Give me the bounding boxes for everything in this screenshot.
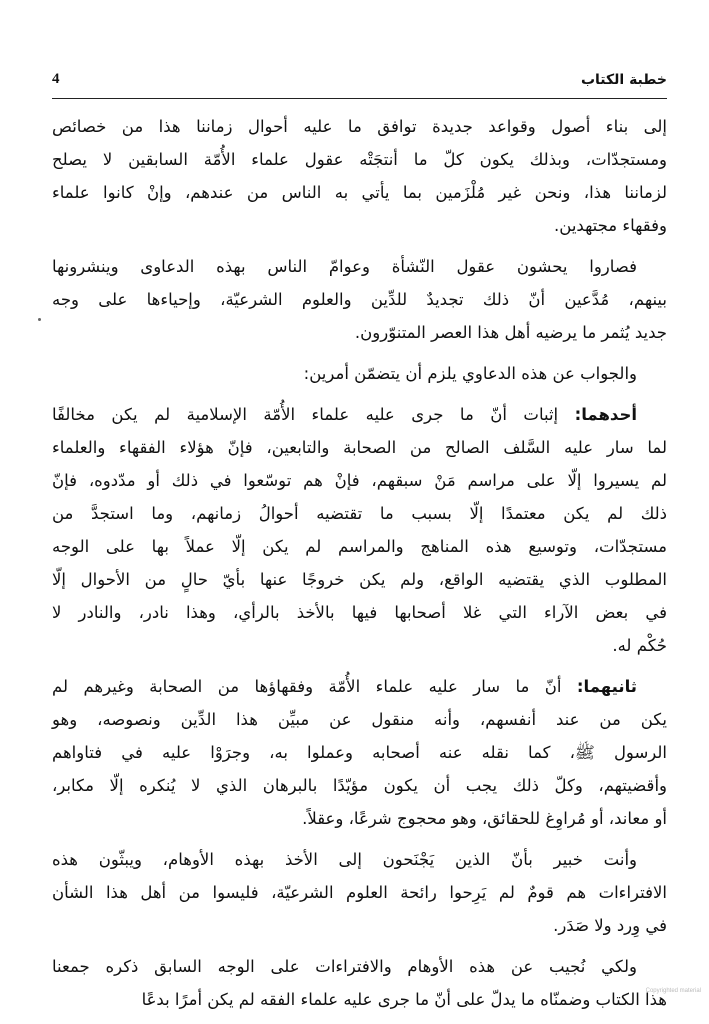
line-text: لزماننا هذا، ونحن غير مُلْزَمين بما يأتي به الناس من عندهم، وإنْ كانوا علماء (52, 183, 667, 202)
text-line (52, 250, 667, 283)
text-line (52, 670, 667, 703)
copyright-watermark: Copyrighted material (645, 988, 701, 994)
text-line (52, 802, 667, 835)
line-text: فصاروا يحشون عقول النّشأة وعوامّ الناس بهذه الدعاوى وينشرونها (52, 257, 637, 276)
text-line (52, 110, 667, 143)
line-text: الافتراءات هم قومٌ لم يَرِحوا رائحة العلوم الشرعيّة، فليسوا من أهل هذا الشأن (52, 883, 667, 902)
text-line (52, 357, 667, 390)
line-text: في وِرد ولا صَدَر. (553, 916, 667, 935)
line-text: ذلك لم يكن معتمدًا إلّا بسبب ما تقتضيه أحوالُ زمانهم، وما استجدَّ من (52, 504, 667, 523)
page-body (52, 110, 667, 1024)
paragraph (52, 843, 667, 942)
text-line (52, 736, 667, 769)
paragraph (52, 250, 667, 349)
line-text: بينهم، مُدَّعين أنّ ذلك تجديدٌ للدِّين والعلوم الشرعيّة، وإحياءها على وجه (52, 290, 667, 309)
text-line (52, 876, 667, 909)
text-line (52, 530, 667, 563)
text-line (52, 596, 667, 629)
line-text: يكن من عند أنفسهم، وأنه منقول عن مبيِّن هذا الدِّين ونصوصه، وهو (52, 710, 667, 729)
text-line (52, 950, 667, 983)
line-text: أنّ ما سار عليه علماء الأُمّة وفقهاؤها من الصحابة وغيرهم لم (52, 677, 577, 696)
paragraph (52, 110, 667, 242)
paragraph (52, 357, 667, 390)
line-text: وفقهاء مجتهدين. (554, 216, 667, 235)
text-line (52, 283, 667, 316)
page-number: 4 (52, 71, 60, 87)
text-line (52, 843, 667, 876)
line-text: هذا الكتاب وضمنّاه ما يدلّ على أنّ ما جرى عليه علماء الفقه لم يكن أمرًا بدعًا (141, 990, 667, 1009)
page-header (52, 68, 667, 99)
line-text: وأنت خبير بأنّ الذين يَجْنَحون إلى الأخذ بهذه الأوهام، ويبثّون هذه (52, 850, 637, 869)
line-text: أو معاند، أو مُراوِغ للحقائق، وهو محجوج شرعًا، وعقلاً. (302, 809, 667, 828)
line-text: ومستجدّات، وبذلك يكون كلّ ما أنتجَتْه عقول علماء الأُمّة السابقين لا يصلح (52, 150, 667, 169)
line-text: جديد يُثمر ما يرضيه أهل هذا العصر المتنوّرون. (354, 323, 667, 342)
line-text: في بعض الآراء التي غلا أصحابها فيها بالأخذ بالرأي، وهذا نادر، والنادر لا (52, 603, 667, 622)
text-line (52, 703, 667, 736)
margin-mark (38, 318, 41, 321)
text-line (52, 769, 667, 802)
text-line (52, 431, 667, 464)
paragraph (52, 950, 667, 1016)
lead-term: ثانيهما: (576, 677, 637, 696)
text-line (52, 316, 667, 349)
paragraph (52, 670, 667, 835)
text-line (52, 629, 667, 662)
text-line (52, 398, 667, 431)
text-line (52, 563, 667, 596)
line-text: مستجدّات، وتوسيع هذه المناهج والمراسم لم يكن إلّا عملاً بها على الوجه (52, 537, 667, 556)
text-line (52, 143, 667, 176)
text-line (52, 209, 667, 242)
line-text: لما سار عليه السَّلف الصالح من الصحابة والتابعين، فإنّ هؤلاء الفقهاء والعلماء (52, 438, 667, 457)
line-text: حُكْم له. (612, 636, 667, 655)
line-text: والجواب عن هذه الدعاوي يلزم أن يتضمّن أمرين: (303, 364, 637, 383)
line-text: ولكي نُجيب عن هذه الأوهام والافتراءات على الوجه السابق ذكره جمعنا (52, 957, 637, 976)
running-title: خطبة الكتاب (580, 72, 667, 88)
lead-term: أحدهما: (574, 405, 637, 424)
line-text: وأقضيتهم، وكلّ ذلك يجب أن يكون مؤيّدًا بالبرهان الذي لا يُنكره إلّا مكابر، (52, 776, 667, 795)
text-line (52, 464, 667, 497)
paragraph (52, 398, 667, 662)
line-text: لم يسيروا إلّا على مراسم مَنْ سبقهم، فإنْ هم توسّعوا في ذلك أو مدّدوه، فإنّ (52, 471, 667, 490)
line-text: إثبات أنّ ما جرى عليه علماء الأُمّة الإسلامية لم يكن مخالفًا (52, 405, 575, 424)
text-line (52, 909, 667, 942)
line-text: الرسول ﷺ، كما نقله عنه أصحابه وعملوا به، وجرَوْا عليه في فتاواهم (52, 743, 667, 762)
text-line (52, 497, 667, 530)
line-text: المطلوب الذي يقتضيه الواقع، ولم يكن خروجًا عنها بأيّ حالٍ من الأحوال إلّا (52, 570, 667, 589)
line-text: إلى بناء أصول وقواعد جديدة توافق ما عليه أحوال زماننا هذا من خصائص (52, 117, 667, 136)
text-line (52, 176, 667, 209)
